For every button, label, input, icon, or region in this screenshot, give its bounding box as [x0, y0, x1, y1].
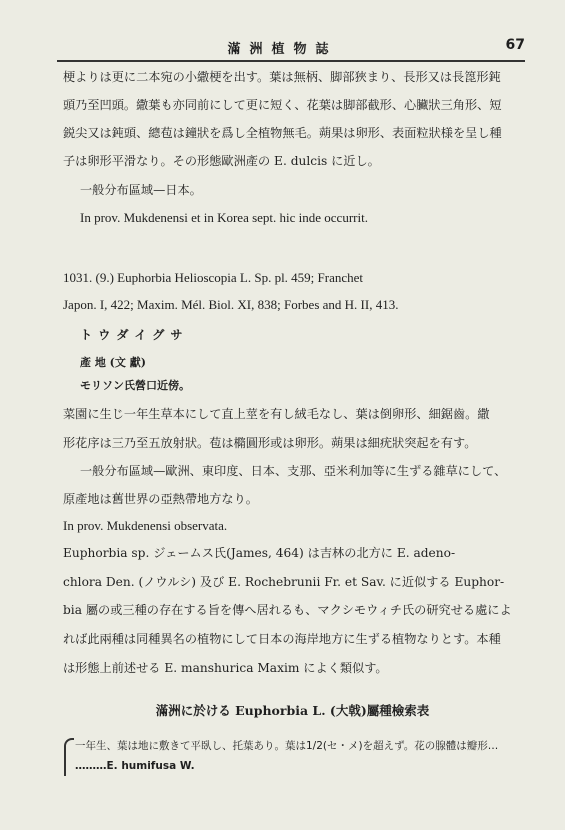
- para1-line-4: 子は卵形平滑なり。その形態歐洲產の E. dulcis に近し。: [63, 154, 380, 168]
- species-desc-line-4: 原產地は舊世界の亞熱帶地方なり。: [63, 492, 258, 506]
- key-line-2: ………E. humifusa W.: [75, 760, 195, 772]
- species-desc-line-2: 形花序は三乃至五放射狀。苞は橢圓形或は卵形。蒴果は細疣狀突起を有す。: [63, 436, 477, 450]
- key-line-1: 一年生、葉は地に敷きて平臥し、托葉あり。葉は1/2(セ・メ)を超えず。花の腺體は瓣形…: [75, 740, 499, 752]
- para1-line-2: 頭乃至凹頭。繖葉も亦同前にして更に短く、花葉は脚部截形、心臟狀三角形、短: [63, 98, 502, 112]
- species-heading-line-1: 1031. (9.) Euphorbia Helioscopia L. Sp. pl. 459; Franchet: [63, 270, 364, 285]
- species-desc-line-1: 菜園に生じ一年生草本にして直上莖を有し絨毛なし、葉は倒卵形、細鋸齒。繖: [63, 407, 490, 421]
- note-line-3: bia 屬の或三種の存在する旨を傳へ居れるも、マクシモウィチ氏の研究せる處によ: [63, 603, 512, 617]
- para1-line-1: 梗よりは更に二本宛の小繖梗を出す。葉は無柄、脚部狹まり、長形又は長箆形鈍: [63, 70, 501, 84]
- note-line-1: Euphorbia sp. ジェームス氏(James, 464) は吉林の北方に E. adeno-: [63, 546, 456, 560]
- running-header-title: 滿洲植物誌: [227, 42, 338, 57]
- header-rule: [57, 60, 525, 62]
- species-latin: In prov. Mukdenensi observata.: [63, 518, 228, 533]
- para1-latin: In prov. Mukdenensi et in Korea sept. hic inde occurrit.: [80, 210, 368, 225]
- note-line-4: れば此兩種は同種異名の植物にして日本の海岸地方に生ずる植物なりとす。本種: [63, 632, 501, 646]
- locality-text: モリソン氏營口近傍。: [80, 379, 190, 392]
- locality-label: 產 地 (文 獻): [80, 356, 146, 369]
- page-number: 67: [505, 37, 525, 53]
- key-caption: 滿洲に於ける Euphorbia L. (大戟)屬種檢索表: [155, 703, 430, 718]
- species-japanese-name: トウダイグサ: [80, 328, 189, 342]
- species-desc-line-3: 一般分布區域—歐洲、東印度、日本、支那、亞米利加等に生ずる雜草にして、: [80, 464, 507, 478]
- para1-distribution: 一般分布區域—日本。: [80, 183, 202, 197]
- note-line-2: chlora Den. (ノウルシ) 及び E. Rochebrunii Fr. et Sav. に近似する Euphor-: [63, 575, 505, 589]
- para1-line-3: 鋭尖又は鈍頭、總苞は鐘狀を爲し全植物無毛。蒴果は卵形、表面粒狀様を呈し種: [63, 126, 502, 140]
- key-bracket: [64, 738, 74, 776]
- note-line-5: は形態上前述せる E. manshurica Maxim によく類似す。: [63, 661, 388, 675]
- species-heading-line-2: Japon. I, 422; Maxim. Mél. Biol. XI, 838; Forbes and H. II, 413.: [63, 297, 399, 312]
